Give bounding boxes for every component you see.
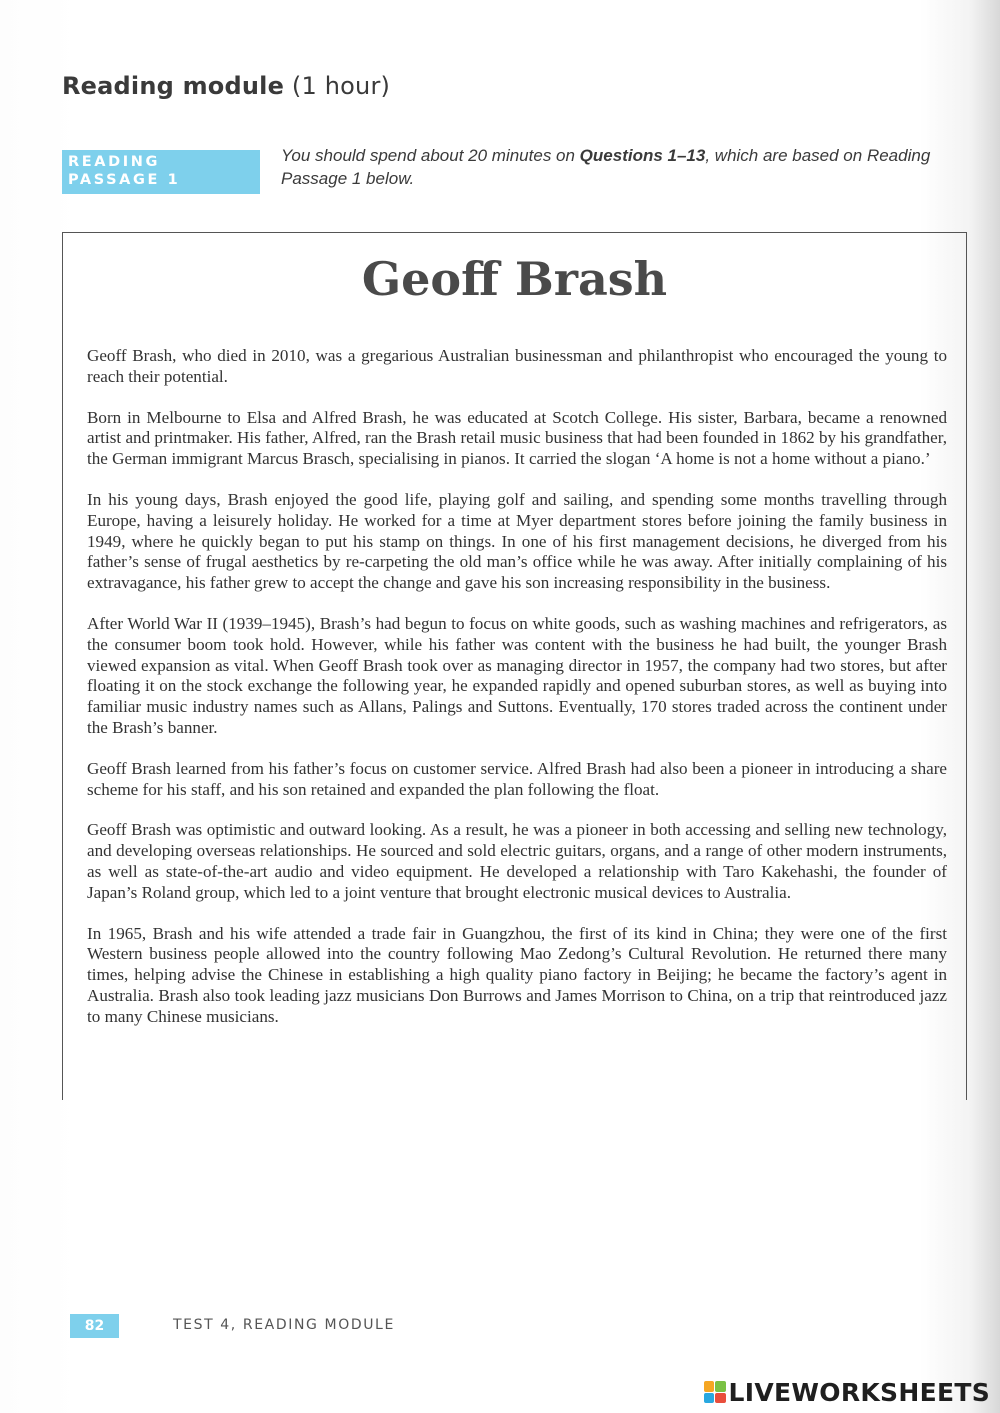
logo-square-icon — [704, 1381, 715, 1392]
footer-section: TEST 4, READING MODULE — [173, 1317, 395, 1333]
article-body — [87, 346, 947, 1048]
instruction-post: , which are based on Reading Passage 1 below. — [281, 146, 931, 188]
instruction-text — [281, 144, 961, 190]
logo-square-icon — [715, 1381, 726, 1392]
article-paragraph: In his young days, Brash enjoyed the good life, playing golf and sailing, and spending some months travelling through Europe, having a leisurely holiday. He worked for a time at Myer department stores before joining the family business in 1949, where he quickly began to put his stamp on things. In one of his first management decisions, he diverged from his father’s sense of frugal aesthetics by re-carpeting the old man’s office while he was away. After initially complaining of his extravagance, his father grew to accept the change and gave his son increasing responsibility in the business. — [87, 489, 947, 593]
page-number: 82 — [70, 1314, 119, 1338]
article-paragraph: Born in Melbourne to Elsa and Alfred Brash, he was educated at Scotch College. His sister, Barbara, became a renowned artist and printmaker. His father, Alfred, ran the Brash retail music business that had been founded in 1862 by his grandfather, the German immigrant Marcus Brasch, specialising in pianos. It carried the slogan ‘A home is not a home without a piano.’ — [87, 407, 947, 469]
passage-tag-line2: PASSAGE 1 — [68, 172, 181, 188]
instruction-pre: You should spend about 20 minutes on — [281, 146, 580, 165]
article-paragraph: In 1965, Brash and his wife attended a trade fair in Guangzhou, the first of its kind in China; they were one of the first Western business people allowed into the country following Mao Zedong’s Cultural Revolution. He returned there many times, helping advise the Chinese in establishing a high quality piano factory in Beijing; he became the factory’s agent in Australia. Brash also took leading jazz musicians Don Burrows and James Morrison to China, on a trip that reintroduced jazz to many Chinese musicians. — [87, 923, 947, 1026]
passage-tag — [62, 150, 260, 194]
logo-square-icon — [704, 1393, 715, 1404]
article-paragraph: Geoff Brash was optimistic and outward looking. As a result, he was a pioneer in both accessing and selling new technology, and developing overseas relationships. He sourced and sold electric guitars, organs, and a range of other modern instruments, as well as state-of-the-art audio and video equipment. He developed a relationship with Taro Kakehashi, the founder of Japan’s Roland group, which led to a joint venture that brought electronic musical devices to Australia. — [87, 820, 947, 902]
liveworksheets-watermark — [704, 1376, 990, 1408]
article-paragraph: Geoff Brash, who died in 2010, was a gregarious Australian businessman and philanthropist who encouraged the young to reach their potential. — [87, 346, 947, 386]
article-paragraph: Geoff Brash learned from his father’s focus on customer service. Alfred Brash had also been a pioneer in introducing a share scheme for his staff, and his son retained and expanded the plan following the float. — [87, 758, 947, 799]
module-title-text: Reading module — [62, 72, 285, 100]
instruction-questions: Questions 1–13 — [579, 146, 706, 165]
watermark-text: LIVEWORKSHEETS — [728, 1377, 990, 1407]
article-paragraph: After World War II (1939–1945), Brash’s had begun to focus on white goods, such as washing machines and refrigerators, as the consumer boom took hold. However, while his father was content with the business he had built, the younger Brash viewed expansion as vital. When Geoff Brash took over as managing director in 1957, the company had two stores, but after floating it on the stock exchange the following year, he expanded rapidly and opened suburban stores, as well as buying into familiar music industry names such as Allans, Palings and Suttons. Eventually, 170 stores traded across the continent under the Brash’s banner. — [87, 613, 947, 737]
logo-square-icon — [715, 1393, 726, 1404]
passage-tag-line1: READING — [68, 154, 160, 170]
module-title — [62, 72, 390, 100]
liveworksheets-logo-icon — [704, 1381, 726, 1403]
module-duration: (1 hour) — [291, 72, 391, 100]
article-title: Geoff Brash — [361, 252, 668, 306]
